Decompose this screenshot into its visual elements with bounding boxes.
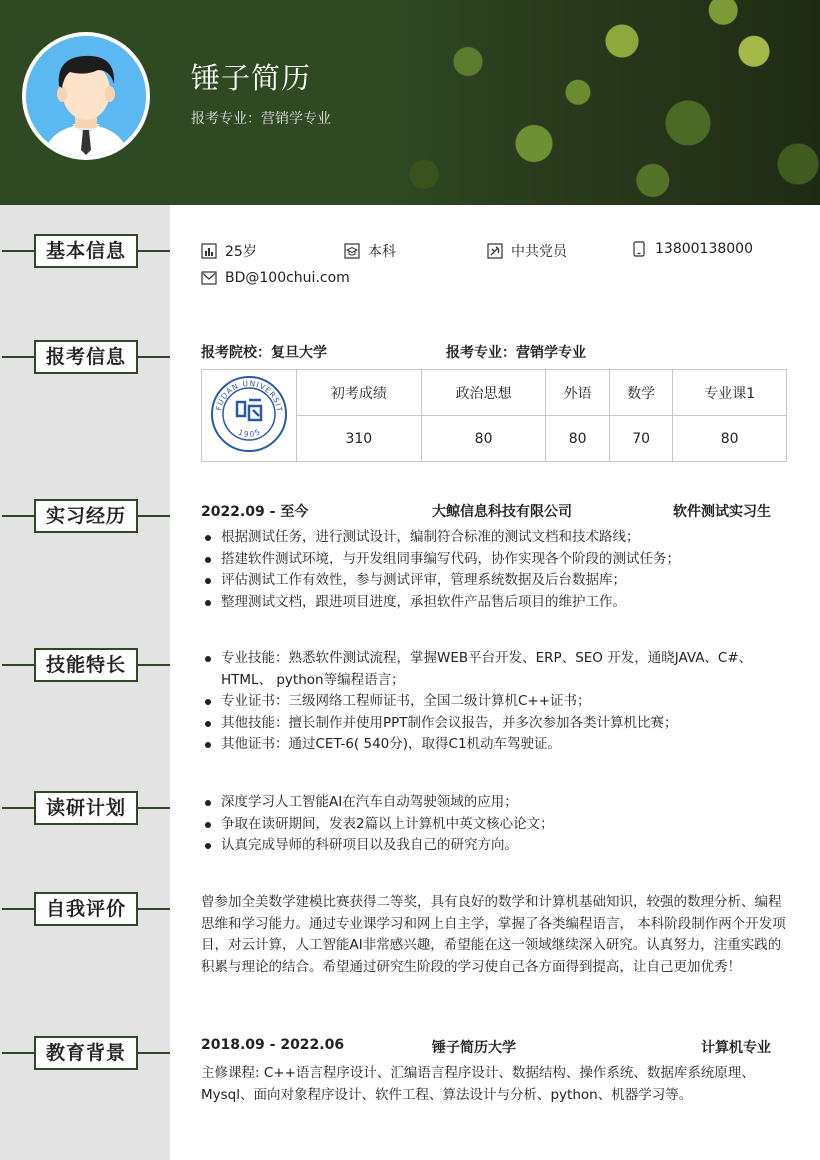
edu-section xyxy=(201,1037,791,1106)
score-header-4: 专业课1 xyxy=(673,370,787,416)
svg-text:1905 xyxy=(237,426,263,438)
plan-list xyxy=(201,792,791,857)
list-item: 其他证书：通过CET-6( 540分)，取得C1机动车驾驶证。 xyxy=(201,734,791,756)
section-tag-plan: 读研计划 xyxy=(34,791,138,825)
list-item: 搭建软件测试环境，与开发组同事编写代码，协作实现各个阶段的测试任务； xyxy=(201,549,791,571)
section-tag-skills: 技能特长 xyxy=(34,648,138,682)
info-party xyxy=(487,241,567,261)
score-value-4: 80 xyxy=(673,416,787,462)
section-tag-edu: 教育背景 xyxy=(34,1036,138,1070)
edu-major: 计算机专业 xyxy=(701,1040,771,1056)
list-item: 整理测试文档，跟进项目进度，承担软件产品售后项目的维护工作。 xyxy=(201,592,791,614)
self-evaluation-text: 曾参加全美数学建模比赛获得二等奖，具有良好的数学和计算机基础知识，较强的数理分析、编程思维和学习能力。通过专业课学习和网上自主学，掌握了各类编程语言， 本科阶段制作两个开发项目，对云计算，人工智能AI非常感兴趣，希望能在这一领域继续深入研究。认真努力，注重实践的积累与理论的结合。希望通过研究生阶段的学习使自己各方面得到提高，让自己更加优秀！ xyxy=(201,894,786,975)
info-email xyxy=(201,270,350,286)
info-degree-text: 本科 xyxy=(368,244,396,260)
info-phone-text: 13800138000 xyxy=(655,241,753,257)
phone-icon xyxy=(631,241,647,257)
bar-chart-icon xyxy=(201,243,217,259)
score-header-0: 初考成绩 xyxy=(297,370,422,416)
intern-role: 软件测试实习生 xyxy=(673,504,771,520)
edu-school: 锤子简历大学 xyxy=(432,1040,516,1056)
apply-section xyxy=(201,342,791,462)
section-tag-intern: 实习经历 xyxy=(34,499,138,533)
header-subtitle: 报考专业：营销学专业 xyxy=(191,111,331,127)
score-header-1: 政治思想 xyxy=(421,370,546,416)
intern-period: 2022.09 - 至今 xyxy=(201,504,309,520)
resume-name: 锤子简历 xyxy=(191,61,312,95)
svg-text:FUDAN UNIVERSITY xyxy=(209,374,284,413)
header-banner xyxy=(0,0,820,205)
university-logo-cell xyxy=(202,370,297,462)
avatar xyxy=(22,32,150,160)
info-email-text: BD@100chui.com xyxy=(225,270,350,286)
section-tag-basic: 基本信息 xyxy=(34,234,138,268)
score-value-2: 80 xyxy=(546,416,609,462)
graduation-cap-icon xyxy=(344,243,360,259)
list-item: 其他技能：擅长制作并使用PPT制作会议报告，并多次参加各类计算机比赛； xyxy=(201,713,791,735)
intern-list xyxy=(201,527,791,613)
logo-text: FUDAN UNIVERSIT xyxy=(214,378,285,413)
apply-school: 报考院校：复旦大学 xyxy=(201,345,327,361)
edu-courses: 主修课程: C++语言程序设计、汇编语言程序设计、数据结构、操作系统、数据库系统原理、Mysql、面向对象程序设计、软件工程、算法设计与分析、python、机器学习等。 xyxy=(201,1065,755,1103)
score-value-3: 70 xyxy=(609,416,672,462)
logo-year: 1905 xyxy=(237,426,263,439)
list-item: 专业技能：熟悉软件测试流程，掌握WEB平台开发、ERP、SEO 开发，通晓JAVA、C#、HTML、 python等编程语言； xyxy=(201,648,791,691)
skills-section xyxy=(201,648,791,756)
forest-background-image xyxy=(380,0,820,205)
list-item: 认真完成导师的科研项目以及我自己的研究方向。 xyxy=(201,835,791,857)
apply-major: 报考专业：营销学专业 xyxy=(446,345,586,361)
section-tag-self: 自我评价 xyxy=(34,892,138,926)
list-item: 评估测试工作有效性，参与测试评审，管理系统数据及后台数据库； xyxy=(201,570,791,592)
section-tag-apply: 报考信息 xyxy=(34,340,138,374)
list-item: 根据测试任务，进行测试设计，编制符合标准的测试文档和技术路线； xyxy=(201,527,791,549)
list-item: 深度学习人工智能AI在汽车自动驾驶领域的应用； xyxy=(201,792,791,814)
skills-list xyxy=(201,648,791,756)
info-degree xyxy=(344,241,396,261)
score-header-2: 外语 xyxy=(546,370,609,416)
avatar-cartoon-icon xyxy=(26,36,146,156)
intern-company: 大鲸信息科技有限公司 xyxy=(432,504,572,520)
info-party-text: 中共党员 xyxy=(511,244,567,260)
info-age-text: 25岁 xyxy=(225,244,257,260)
fudan-university-logo-icon xyxy=(209,374,289,454)
info-phone xyxy=(631,241,753,257)
score-header-3: 数学 xyxy=(609,370,672,416)
info-age xyxy=(201,241,257,261)
plan-section xyxy=(201,792,791,857)
list-item: 专业证书：三级网络工程师证书，全国二级计算机C++证书； xyxy=(201,691,791,713)
edu-period: 2018.09 - 2022.06 xyxy=(201,1037,345,1053)
score-value-0: 310 xyxy=(297,416,422,462)
intern-section xyxy=(201,501,791,613)
score-value-1: 80 xyxy=(421,416,546,462)
party-emblem-icon xyxy=(487,243,503,259)
self-section xyxy=(201,892,791,978)
list-item: 争取在读研期间，发表2篇以上计算机中英文核心论文； xyxy=(201,814,791,836)
score-table xyxy=(201,369,787,462)
mail-icon xyxy=(201,270,217,286)
